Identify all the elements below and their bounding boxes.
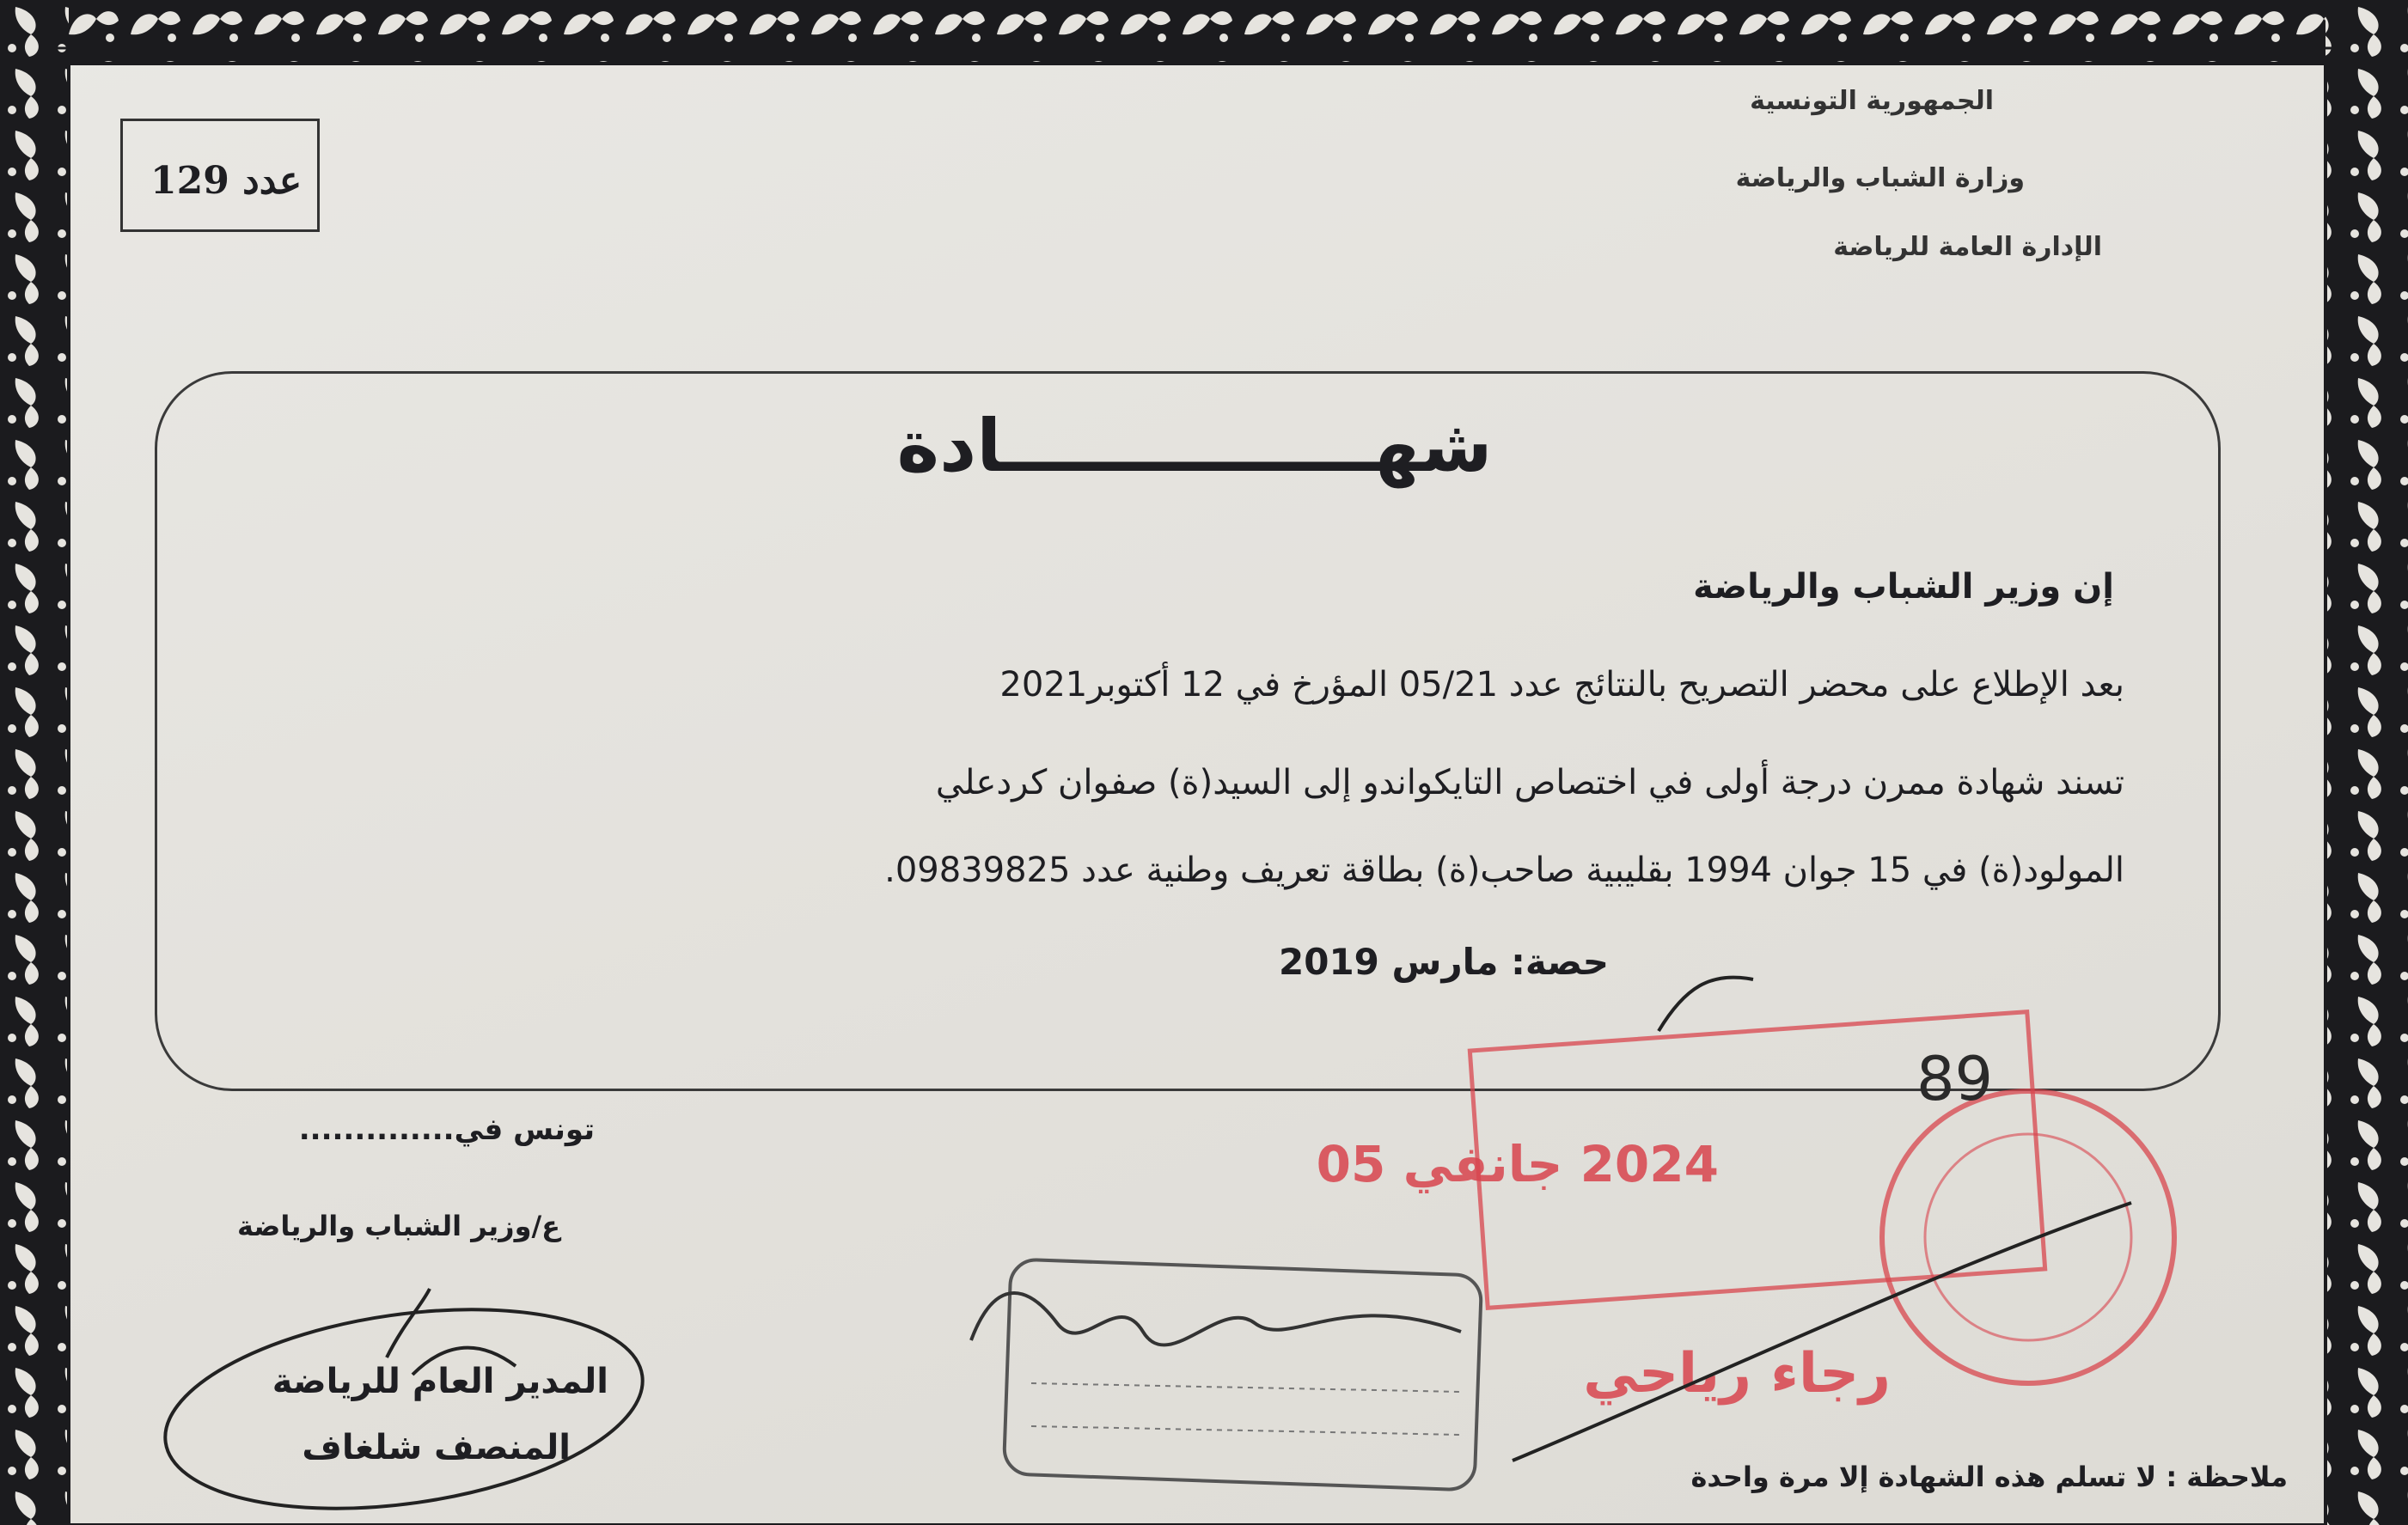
certificate-number: عدد 129 xyxy=(150,159,303,203)
body-line-grant: تسند شهادة ممرن درجة أولى في اختصاص التايكواندو إلى السيد(ة) صفوان كردعلي xyxy=(935,763,2124,802)
registration-stamp xyxy=(1004,1260,1482,1491)
stamp-number: 89 xyxy=(1916,1044,1994,1114)
issuance-note: ملاحظة : لا تسلم هذه الشهادة إلا مرة واحدة xyxy=(1690,1461,2288,1493)
director-seal-outline xyxy=(152,1282,655,1525)
stamp-name: رجاء رياحي xyxy=(1583,1342,1891,1406)
place-date-line: تونس في.............. xyxy=(298,1113,595,1147)
body-line-birth: المولود(ة) في 15 جوان 1994 بقليبية صاحب(ة) بطاقة تعريف وطنية عدد 09839825. xyxy=(884,851,2124,890)
header-ministry: وزارة الشباب والرياضة xyxy=(1735,163,2025,193)
director-name: المنصف شلغاف xyxy=(302,1428,571,1467)
stamp-date: 2024 جانفي 05 xyxy=(1316,1135,1719,1193)
signer-role: ع/وزير الشباب والرياضة xyxy=(237,1210,560,1242)
body-line-minister: إن وزير الشباب والرياضة xyxy=(1693,567,2114,607)
director-title: المدير العام للرياضة xyxy=(272,1362,608,1401)
body-line-report: بعد الإطلاع على محضر التصريح بالنتائج عدد 05/21 المؤرخ في 12 أكتوبر2021 xyxy=(999,665,2124,705)
registration-handwriting xyxy=(971,1293,1461,1345)
certificate-title: شهـــــــــــــــادة xyxy=(896,404,1493,488)
header-republic: الجمهورية التونسية xyxy=(1750,86,1994,116)
header-directorate: الإدارة العامة للرياضة xyxy=(1833,232,2102,262)
body-line-session: حصة: مارس 2019 xyxy=(1279,941,1609,983)
